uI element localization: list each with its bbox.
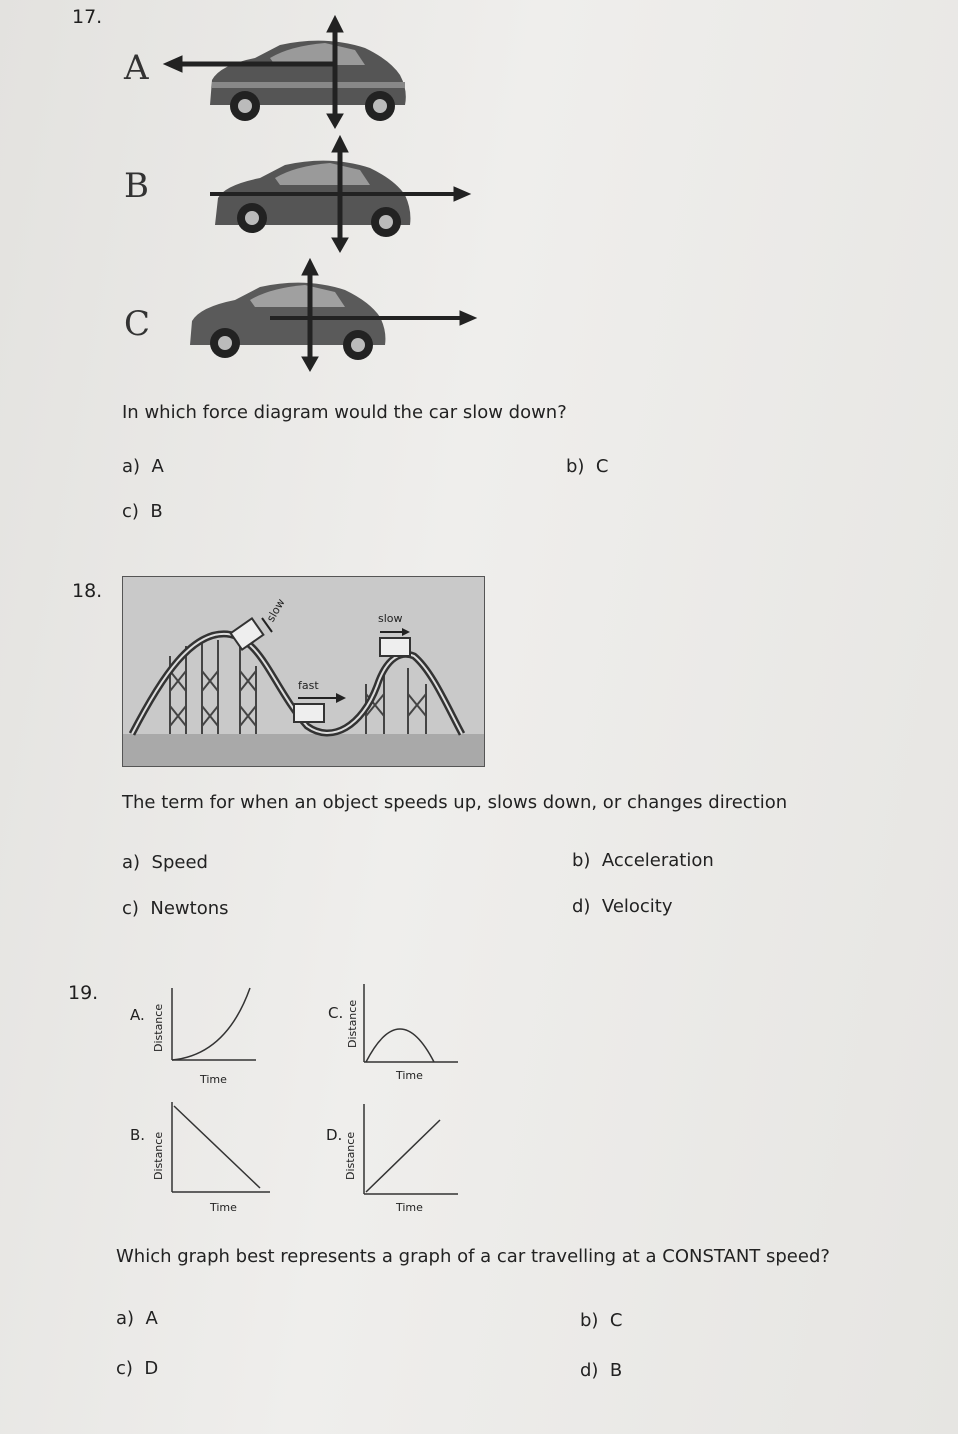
q18-question: The term for when an object speeds up, slows down, or changes direction [122,792,788,813]
force-diagram-b [200,130,480,255]
car-image [215,161,410,237]
label-fast: fast [298,679,319,692]
option-text: Speed [151,852,208,873]
q18-number: 18. [72,580,103,602]
option-key: d) [580,1360,599,1381]
q17-option-b[interactable] [566,456,608,477]
q19-question: Which graph best represents a graph of a car travelling at a CONSTANT speed? [116,1246,830,1267]
graph-d [322,1100,462,1220]
force-diagram-c [180,255,480,373]
y-axis-label: Distance [152,1131,165,1180]
q19-option-b[interactable] [580,1310,622,1331]
option-key: b) [566,456,585,477]
cart-top-right [380,638,410,656]
roller-coaster-figure [122,576,486,768]
graph-c [324,976,464,1086]
q17-diagram-label-b: B [124,166,149,206]
graph-a [126,980,266,1090]
option-text: A [145,1308,158,1329]
force-diagram-a [150,10,430,130]
q18-option-b[interactable] [572,850,714,871]
option-text: B [609,1360,623,1381]
q18-option-d[interactable] [572,896,673,917]
option-text: D [144,1358,159,1379]
car-image [210,41,406,121]
q18-option-a[interactable] [122,852,208,873]
force-arrows [210,136,470,252]
q19-option-d[interactable] [580,1360,622,1381]
option-text: Newtons [150,898,229,919]
graph-b [126,1096,276,1220]
q19-option-c[interactable] [116,1358,158,1379]
graph-label: A. [130,1006,145,1024]
cart-bottom [294,704,324,722]
graph-label: B. [130,1126,146,1144]
q19-number: 19. [68,982,99,1004]
label-slow-left: slow [264,596,288,625]
option-key: a) [122,456,141,477]
label-slow-right: slow [378,612,403,625]
option-key: b) [580,1310,599,1331]
option-key: c) [122,898,139,919]
line [174,1106,260,1188]
q17-number: 17. [72,6,103,28]
q18-option-c[interactable] [122,898,229,919]
option-key: c) [122,501,139,522]
option-text: C [609,1310,623,1331]
option-key: d) [572,896,591,917]
x-axis-label: Time [210,1201,237,1214]
line [366,1120,440,1192]
option-text: A [151,456,164,477]
option-key: b) [572,850,591,871]
option-text: B [150,501,163,522]
y-axis-label: Distance [344,1131,357,1180]
q17-diagram-label-c: C [124,304,151,344]
option-text: Velocity [601,896,673,917]
graph-label: C. [328,1004,344,1022]
x-axis-label: Time [200,1073,227,1086]
option-key: c) [116,1358,133,1379]
option-text: Acceleration [601,850,714,871]
q17-option-c[interactable] [122,501,163,522]
q19-option-a[interactable] [116,1308,158,1329]
option-text: C [595,456,609,477]
q17-option-a[interactable] [122,456,164,477]
option-key: a) [122,852,141,873]
q17-question: In which force diagram would the car slow down? [122,402,567,423]
graph-label: D. [326,1126,343,1144]
y-axis-label: Distance [152,1003,165,1052]
option-key: a) [116,1308,135,1329]
x-axis-label: Time [396,1201,423,1214]
curve [366,1029,434,1062]
q17-diagram-label-a: A [124,48,149,88]
curve [172,988,250,1060]
y-axis-label: Distance [346,999,359,1048]
x-axis-label: Time [396,1069,423,1082]
car-image [190,283,385,360]
